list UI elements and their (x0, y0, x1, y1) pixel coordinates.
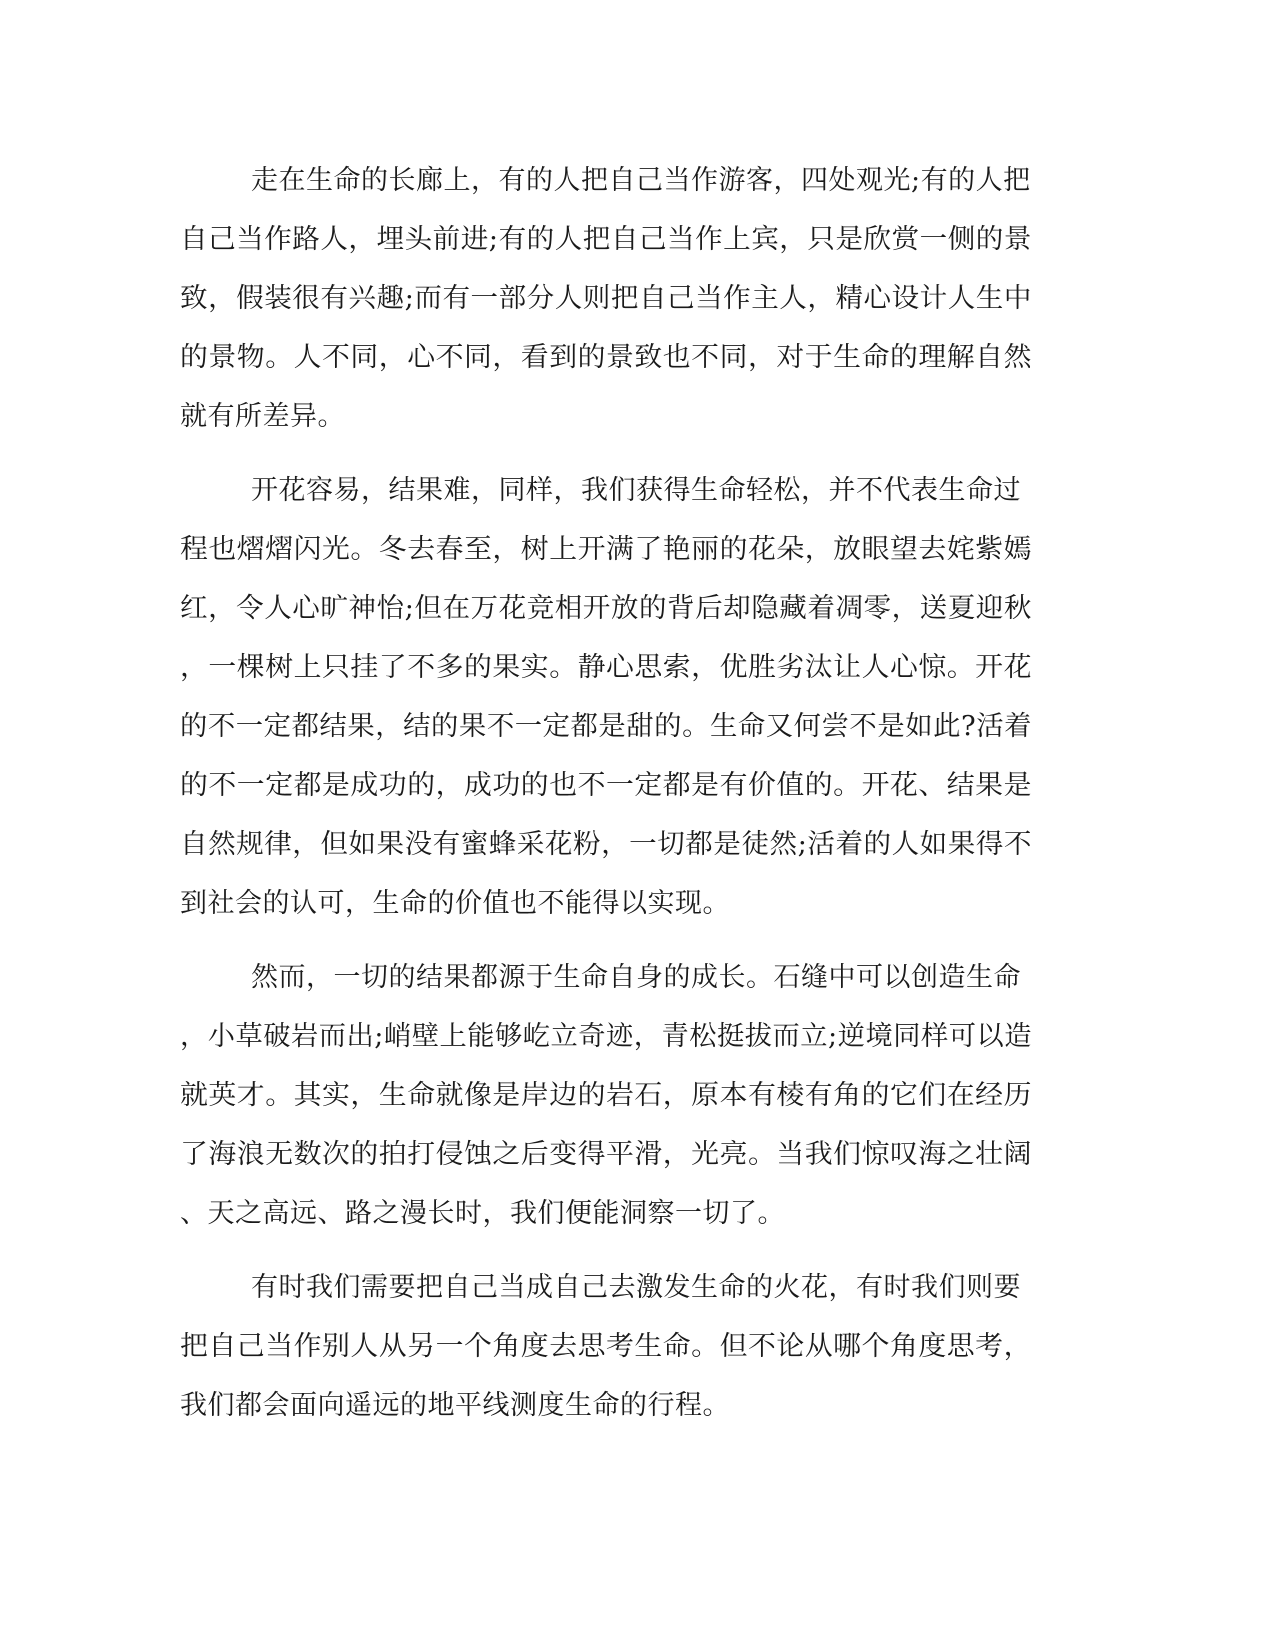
text-line: 走在生命的长廊上，有的人把自己当作游客，四处观光;有的人把 (251, 165, 1031, 196)
paragraph-3 (0, 948, 1275, 1243)
text-line: ，小草破岩而出;峭壁上能够屹立奇迹，青松挺拔而立;逆境同样可以造 (180, 1021, 1032, 1052)
text-line: 自己当作路人，埋头前进;有的人把自己当作上宾，只是欣赏一侧的景 (180, 224, 1032, 255)
document-body (0, 151, 1275, 1435)
text-line: 开花容易，结果难，同样，我们获得生命轻松，并不代表生命过 (251, 475, 1021, 506)
text-line: 的不一定都结果，结的果不一定都是甜的。生命又何尝不是如此?活着 (180, 711, 1032, 742)
text-line: 了海浪无数次的拍打侵蚀之后变得平滑，光亮。当我们惊叹海之壮阔 (180, 1139, 1032, 1170)
text-line: ，一棵树上只挂了不多的果实。静心思索，优胜劣汰让人心惊。开花 (180, 652, 1032, 683)
paragraph-2 (0, 461, 1275, 933)
text-line: 、天之高远、路之漫长时，我们便能洞察一切了。 (180, 1198, 785, 1229)
text-line: 我们都会面向遥远的地平线测度生命的行程。 (180, 1390, 730, 1421)
text-line: 就英才。其实，生命就像是岸边的岩石，原本有棱有角的它们在经历 (180, 1080, 1032, 1111)
text-line: 有时我们需要把自己当成自己去激发生命的火花，有时我们则要 (251, 1272, 1021, 1303)
text-line: 的不一定都是成功的，成功的也不一定都是有价值的。开花、结果是 (180, 770, 1032, 801)
text-line: 红，令人心旷神怡;但在万花竞相开放的背后却隐藏着凋零，送夏迎秋 (180, 593, 1032, 624)
text-line: 到社会的认可，生命的价值也不能得以实现。 (180, 888, 730, 919)
paragraph-1 (0, 151, 1275, 446)
text-line: 就有所差异。 (180, 401, 345, 432)
text-line: 自然规律，但如果没有蜜蜂采花粉，一切都是徒然;活着的人如果得不 (180, 829, 1032, 860)
paragraph-4 (0, 1258, 1275, 1435)
text-line: 致，假装很有兴趣;而有一部分人则把自己当作主人，精心设计人生中 (180, 283, 1032, 314)
text-line: 的景物。人不同，心不同，看到的景致也不同，对于生命的理解自然 (180, 342, 1032, 373)
text-line: 然而，一切的结果都源于生命自身的成长。石缝中可以创造生命 (251, 962, 1021, 993)
text-line: 把自己当作别人从另一个角度去思考生命。但不论从哪个角度思考， (180, 1331, 1032, 1362)
text-line: 程也熠熠闪光。冬去春至，树上开满了艳丽的花朵，放眼望去姹紫嫣 (180, 534, 1032, 565)
